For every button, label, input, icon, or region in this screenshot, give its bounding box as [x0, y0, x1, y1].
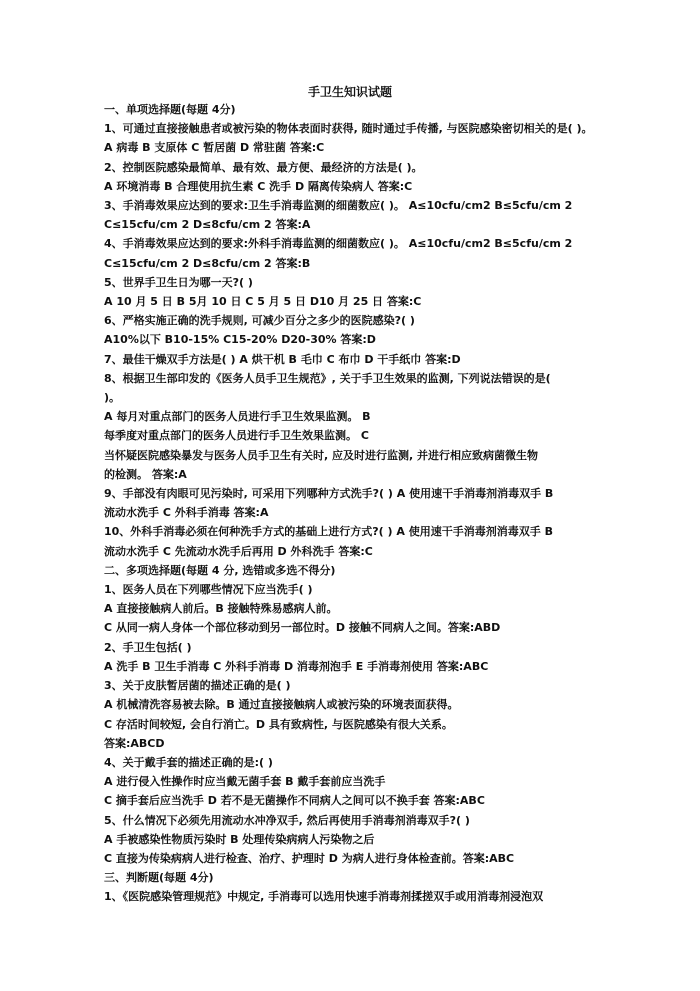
section-heading-true-false: 三、判断题(每题 4分) [104, 871, 214, 885]
question-m2: 2、手卫生包括( ) [104, 640, 192, 654]
question-m4: 4、关于戴手套的描述正确的是:( ) [104, 755, 273, 769]
section-heading-single-choice: 一、单项选择题(每题 4分) [104, 103, 236, 116]
page-title: 手卫生知识试题 [307, 85, 392, 99]
answer-line: 答案:ABCD [104, 736, 165, 750]
question-m1: 1、医务人员在下列哪些情况下应当洗手( ) [104, 583, 313, 597]
option-line: 当怀疑医院感染暴发与医务人员手卫生有关时, 应及时进行监测, 并进行相应致病菌微生物 [104, 448, 539, 462]
option-line: A 直接接触病人前后。B 接触特殊易感病人前。 [104, 602, 338, 616]
question-6: 6、严格实施正确的洗手规则, 可减少百分之多少的医院感染?( ) [104, 314, 415, 328]
question-10: 10、外科手消毒必须在何种洗手方式的基础上进行方式?( ) A 使用速干手消毒剂消毒双手 B [104, 525, 553, 539]
answer-line: C≤15cfu/cm 2 D≤8cfu/cm 2 答案:B [104, 256, 311, 270]
answer-line: A 10 月 5 日 B 5月 10 日 C 5 月 5 日 D10 月 25 日 答案:C [104, 295, 422, 309]
question-4: 4、手消毒效果应达到的要求:外科手消毒监测的细菌数应( )。 A≤10cfu/cm2 B≤5cfu/cm 2 [104, 237, 573, 251]
question-body [104, 100, 596, 907]
option-line: 每季度对重点部门的医务人员进行手卫生效果监测。 C [104, 429, 369, 443]
question-5: 5、世界手卫生日为哪一天?( ) [104, 275, 253, 289]
question-m5: 5、什么情况下必须先用流动水冲净双手, 然后再使用手消毒剂消毒双手?( ) [104, 813, 470, 827]
question-9: 9、手部没有肉眼可见污染时, 可采用下列哪种方式洗手?( ) A 使用速干手消毒剂消毒双手 B [104, 487, 554, 501]
option-line: A 手被感染性物质污染时 B 处理传染病病人污染物之后 [104, 832, 375, 846]
question-8-cont: )。 [104, 391, 121, 405]
option-line: A 机械清洗容易被去除。B 通过直接接触病人或被污染的环境表面获得。 [104, 698, 459, 712]
option-line: A 进行侵入性操作时应当戴无菌手套 B 戴手套前应当洗手 [104, 775, 386, 789]
answer-line: C≤15cfu/cm 2 D≤8cfu/cm 2 答案:A [104, 218, 311, 232]
question-8: 8、根据卫生部印发的《医务人员手卫生规范》, 关于手卫生效果的监测, 下列说法错误的是( [104, 371, 551, 385]
question-7: 7、最佳干燥双手方法是( ) A 烘干机 B 毛巾 C 布巾 D 干手纸巾 答案:D [104, 352, 461, 366]
answer-line: A10%以下 B10-15% C15-20% D20-30% 答案:D [104, 333, 376, 347]
question-1: 1、可通过直接接触患者或被污染的物体表面时获得, 随时通过手传播, 与医院感染密切相关的是( )。 [104, 122, 593, 136]
option-line: C 存活时间较短, 会自行消亡。D 具有致病性, 与医院感染有很大关系。 [104, 717, 453, 731]
answer-line: A 环境消毒 B 合理使用抗生素 C 洗手 D 隔离传染病人 答案:C [104, 179, 413, 193]
answer-line: A 病毒 B 支原体 C 暂居菌 D 常驻菌 答案:C [104, 141, 325, 155]
option-line: A 每月对重点部门的医务人员进行手卫生效果监测。 B [104, 410, 371, 424]
section-heading-multiple-choice: 二、多项选择题(每题 4 分, 选错或多选不得分) [104, 563, 336, 577]
answer-line: A 洗手 B 卫生手消毒 C 外科手消毒 D 消毒剂泡手 E 手消毒剂使用 答案:ABC [104, 659, 489, 673]
answer-line: C 直接为传染病病人进行检查、治疗、护理时 D 为病人进行身体检查前。答案:ABC [104, 851, 515, 865]
question-t1: 1、《医院感染管理规范》中规定, 手消毒可以选用快速手消毒剂揉搓双手或用消毒剂浸泡双 [104, 890, 544, 904]
question-m3: 3、关于皮肤暂居菌的描述正确的是( ) [104, 679, 291, 693]
answer-line: 的检测。 答案:A [104, 467, 187, 481]
answer-line: C 从同一病人身体一个部位移动到另一部位时。D 接触不同病人之间。答案:ABD [104, 621, 501, 635]
answer-line: C 摘手套后应当洗手 D 若不是无菌操作不同病人之间可以不换手套 答案:ABC [104, 794, 485, 808]
answer-line: 流动水洗手 C 先流动水洗手后再用 D 外科洗手 答案:C [104, 544, 373, 558]
answer-line: 流动水洗手 C 外科手消毒 答案:A [104, 506, 269, 520]
question-2: 2、控制医院感染最简单、最有效、最方便、最经济的方法是( )。 [104, 160, 423, 174]
question-3: 3、手消毒效果应达到的要求:卫生手消毒监测的细菌数应( )。 A≤10cfu/cm2 B≤5cfu/cm 2 [104, 199, 573, 213]
